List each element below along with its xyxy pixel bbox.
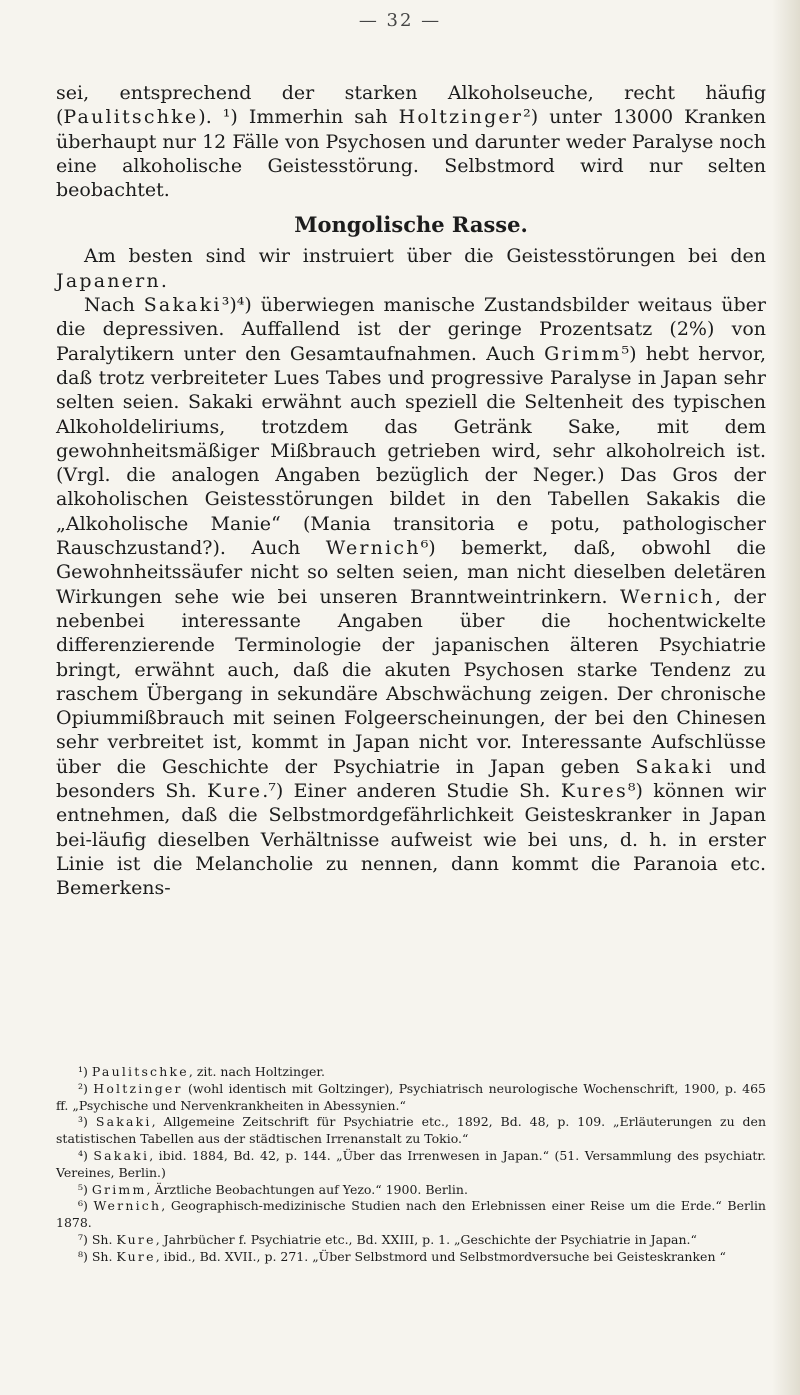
footnote-author: Kure: [116, 1248, 156, 1264]
footnote-mark: ²): [78, 1080, 94, 1096]
author-name: Sakaki: [143, 294, 222, 317]
footnote-mark: ⁴): [78, 1147, 94, 1163]
footnote: [56, 1114, 766, 1148]
footnote-mark: ¹): [78, 1064, 92, 1079]
footnote: [56, 1081, 766, 1115]
page-edge-shadow: [772, 0, 800, 1395]
text-run: ³)⁴) überwiegen manische Zustandsbilder weitaus über die depressiven. Auffallend ist der geringe Prozentsatz (2%) von Paralytikern unter den Gesamtaufnahmen. Auch: [56, 294, 767, 365]
page-number: — 32 —: [358, 10, 442, 31]
footnote-text: , Allgemeine Zeitschrift für Psychiatrie etc., 1892, Bd. 48, p. 109. „Erläuterungen zu den statistischen Tabellen aus der städtischen Irrenanstalt zu Tokio.“: [56, 1114, 766, 1147]
footnote-author: Wernich: [93, 1198, 162, 1214]
footnote-author: Grimm: [91, 1181, 147, 1197]
paragraph-1: [56, 81, 766, 202]
author-name: Wernich: [620, 585, 715, 608]
footnote-text: , zit. nach Holtzinger.: [188, 1064, 325, 1079]
footnote: [56, 1182, 766, 1199]
author-name: Sakaki: [635, 755, 714, 778]
emphasized-term: Japanern: [56, 269, 161, 292]
footnote-text: , Jahrbücher f. Psychiatrie etc., Bd. XXIII, p. 1. „Geschichte der Psychiatrie in Japan.“: [155, 1231, 697, 1247]
text-run: Am besten sind wir instruiert über die Geistesstörungen bei den: [84, 245, 766, 268]
footnote-mark: ⁷) Sh.: [78, 1231, 117, 1247]
text-run: ⁸) können wir entnehmen, daß die Selbstmordgefährlichkeit Geisteskranker in Japan bei-läufig dieselben Verhältnisse aufweist wie bei uns, d. h. in erster Linie ist die Melancholie zu nennen, dann kommt die Paranoia etc. Bemerkens-: [56, 780, 767, 900]
footnote-text: , Ärztliche Beobachtungen auf Yezo.“ 1900. Berlin.: [146, 1181, 468, 1197]
text-run: .⁷) Einer anderen Studie Sh.: [262, 780, 561, 803]
text-run: sei, entsprechend der starken Alkoholseuche, recht häufig (: [56, 82, 766, 129]
text-run: ⁶) bemerkt, daß, obwohl die Gewohnheitssäufer nicht so selten seien, man nicht dieselben deletären Wirkungen sehe wie bei unseren Branntweintrinkern.: [56, 537, 766, 608]
author-name: Holtzinger: [398, 106, 524, 129]
footnote-text: , ibid. 1884, Bd. 42, p. 144. „Über das Irrenwesen in Japan.“ (51. Versammlung des psychiatr. Vereines, Berlin.): [56, 1147, 766, 1180]
paragraph-3: [56, 293, 766, 900]
text-run: ). ¹) Immerhin sah: [198, 106, 399, 129]
text-run: und besonders Sh.: [56, 755, 766, 803]
footnote-mark: ⁸) Sh.: [78, 1248, 117, 1264]
author-name: Wernich: [325, 537, 421, 560]
footnote-text: , ibid., Bd. XVII., p. 271. „Über Selbstmord und Selbstmordversuche bei Geisteskranken “: [155, 1248, 726, 1264]
text-run: Nach: [84, 294, 144, 317]
footnote: [56, 1198, 766, 1232]
section-heading: Mongolische Rasse.: [294, 212, 528, 238]
footnote-text: (wohl identisch mit Goltzinger), Psychiatrisch neurologische Wochenschrift, 1900, p. 465 ff. „Psychische und Nervenkrankheiten in Abessynien.“: [56, 1080, 766, 1113]
footnote-author: Paulitschke: [91, 1064, 189, 1079]
text-run: , der nebenbei interessante Angaben über die hochentwickelte differenzierende Terminologie der japanischen älteren Psychiatrie bringt, erwähnt auch, daß die akuten Psychosen starke Tendenz zu raschem Übergang in sekundäre Abschwächung zeigen. Der chronische Opiummißbrauch mit seinen Folgeerscheinungen, der bei den Chinesen sehr verbreitet ist, kommt in Japan nicht vor. Interessante Aufschlüsse über die Geschichte der Psychiatrie in Japan geben: [56, 585, 766, 778]
body-text: [56, 81, 766, 901]
footnote: [56, 1148, 766, 1182]
text-run: .: [160, 269, 167, 292]
footnote-mark: ⁵): [78, 1181, 92, 1197]
footnote: [56, 1249, 766, 1266]
author-name: Kures: [560, 780, 628, 803]
author-name: Kure: [207, 780, 263, 803]
footnote-text: , Geographisch-medizinische Studien nach den Erlebnissen einer Reise um die Erde.“ Berlin 1878.: [56, 1198, 766, 1231]
footnotes: [56, 1064, 766, 1266]
footnote-mark: ⁶): [78, 1198, 94, 1214]
footnote: [56, 1064, 766, 1081]
footnote: [56, 1232, 766, 1249]
author-name: Paulitschke: [63, 106, 199, 129]
text-run: ⁵) hebt hervor, daß trotz verbreiteter Lues Tabes und progressive Paralyse in Japan sehr selten seien. Sakaki erwähnt auch speziell die Seltenheit des typischen Alkoholdeliriums, trotzdem das Getränk Sake, mit dem gewohnheitsmäßiger Mißbrauch getrieben wird, sehr alkoholreich ist. (Vrgl. die analogen Angaben bezüglich der Neger.) Das Gros der alkoholischen Geistesstörungen bildet in den Tabellen Sakakis die „Alkoholische Manie“ (Mania transitoria e potu, pathologischer Rauschzustand?). Auch: [56, 342, 766, 560]
footnote-author: Holtzinger: [93, 1080, 183, 1096]
author-name: Grimm: [544, 342, 622, 365]
footnote-author: Kure: [116, 1231, 156, 1247]
footnote-author: Sakaki: [93, 1147, 150, 1163]
text-run: ²) unter 13000 Kranken überhaupt nur 12 Fälle von Psychosen und darunter weder Paralyse noch eine alkoholische Geistesstörung. Selbstmord wird nur selten beobachtet.: [56, 106, 766, 202]
footnote-author: Sakaki: [95, 1114, 152, 1130]
paragraph-2: [56, 244, 766, 293]
footnote-mark: ³): [78, 1114, 96, 1130]
